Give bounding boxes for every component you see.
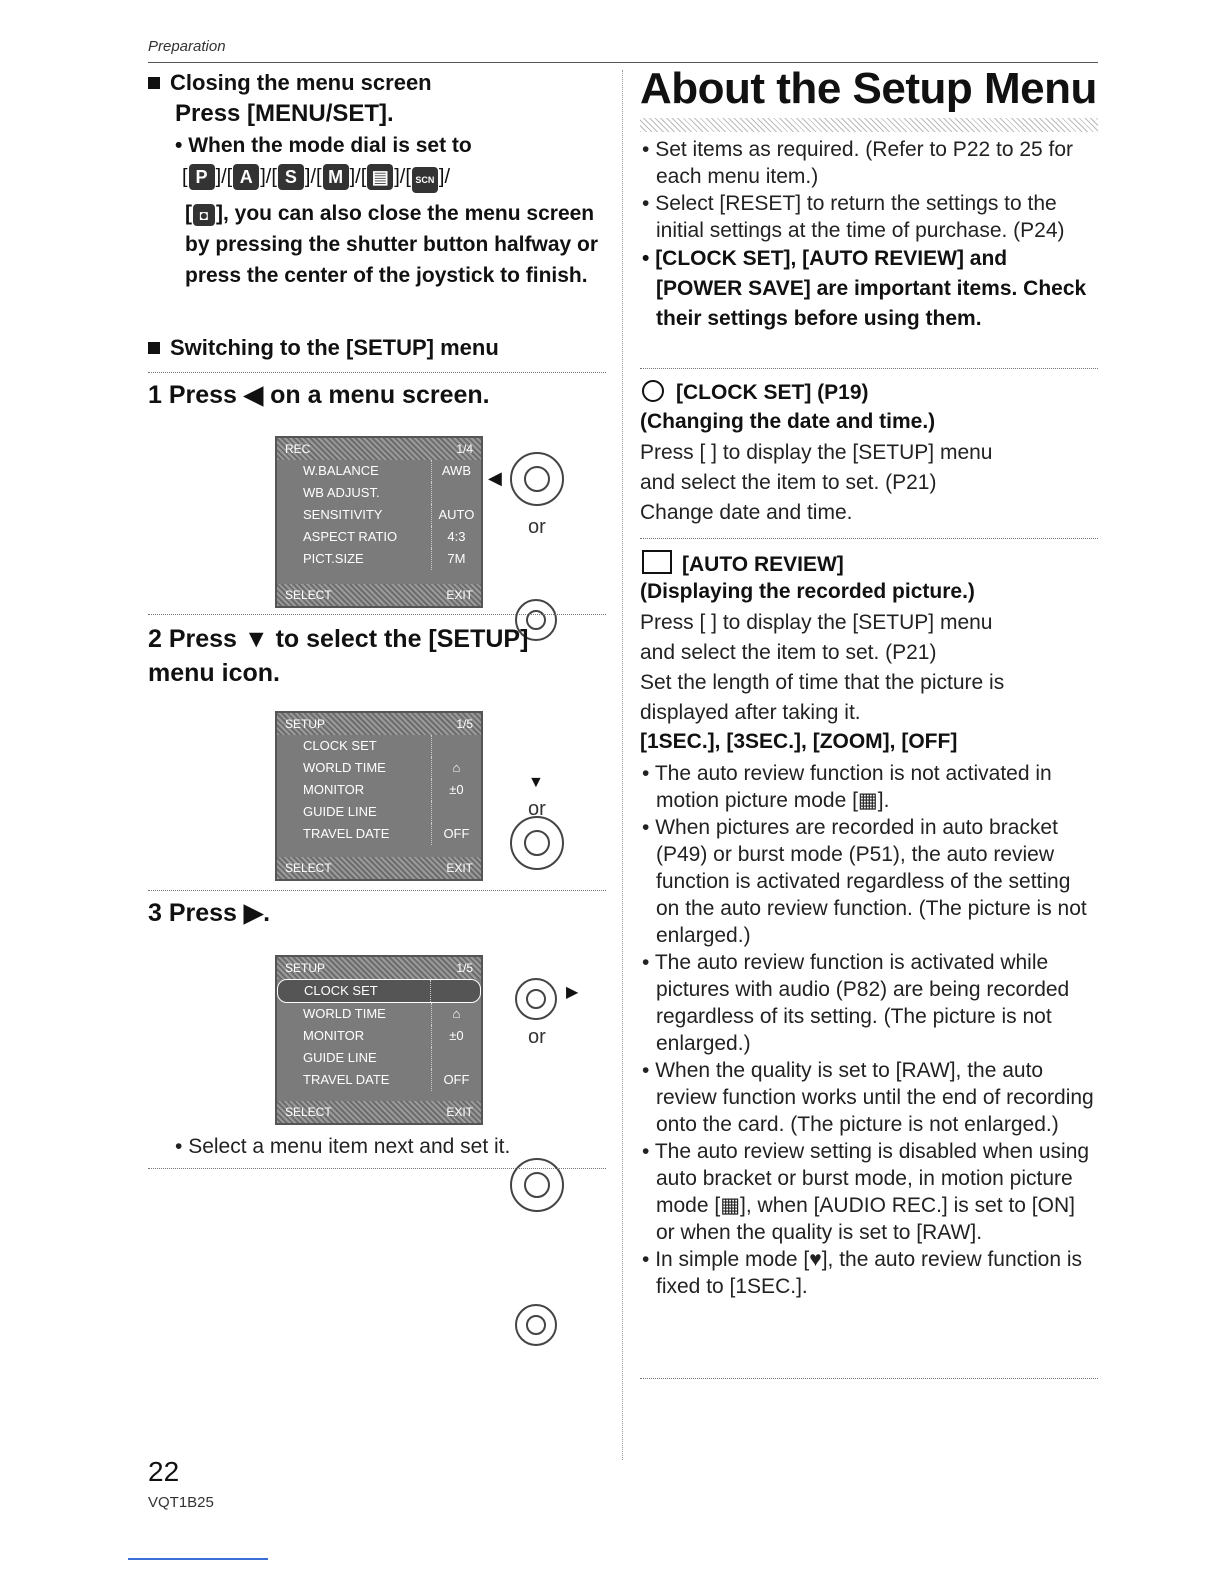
rule-4 [148,1168,606,1169]
rec-menu-screen [275,436,483,608]
step-3: 3 Press ▶. [148,899,271,927]
closing-heading: Closing the menu screen [148,70,432,96]
review-line4: displayed after taking it. [640,701,861,724]
setup-menu-screen-selected [275,955,483,1125]
rule-r2 [640,538,1098,539]
review-icon [642,550,672,574]
screen-title: REC [285,442,311,456]
mode-p-icon: P [189,164,215,190]
menu-row: WORLD TIME ⌂ [277,1003,481,1025]
menu-row-selected: CLOCK SET [277,979,481,1003]
review-options: [1SEC.], [3SEC.], [ZOOM], [OFF] [640,730,958,753]
cursor-dial-icon [510,816,564,870]
or-label: or [528,1026,546,1048]
document-code: VQT1B25 [148,1494,214,1511]
step-2: 2 Press ▼ to select the [SETUP] menu icon. [148,625,529,687]
joystick-icon [515,978,557,1020]
review-bullets [642,760,1098,1300]
mode-icons: [ P ]/[ A ]/[ S ]/[ M ]/[ ▤ ]/[ SCN ]/ [182,164,450,193]
screen-footer-select: SELECT [285,1105,332,1119]
review-bullet: • The auto review function is not activated in motion picture mode [▦]. [642,760,1098,814]
mode-motion-icon: ▤ [367,164,393,190]
intro-bullet: • Set items as required. (Refer to P22 to 25 for each menu item.) [642,136,1098,190]
mode-m-icon: M [323,164,349,190]
menu-row: PICT.SIZE 7M [277,548,481,570]
clock-line3: Change date and time. [640,501,853,524]
menu-row: MONITOR ±0 [277,779,481,801]
menu-row: ASPECT RATIO 4:3 [277,526,481,548]
screen-footer-select: SELECT [285,588,332,602]
important-bullet: • [CLOCK SET], [AUTO REVIEW] and [POWER SAVE] are important items. Check their settings before using them. [642,244,1098,334]
menu-row: GUIDE LINE [277,1047,481,1069]
mode-camera-icon: ◘ [193,204,215,226]
rule-r1 [640,368,1098,369]
review-line2: and select the item to set. (P21) [640,641,937,664]
screen-footer-exit: EXIT [446,861,473,875]
rule-3 [148,890,606,891]
switch-heading: Switching to the [SETUP] menu [148,335,499,361]
review-bullet: • When pictures are recorded in auto bracket (P49) or burst mode (P51), the auto review function is activated regardless of the setting on the auto review function. (The picture is not enlarged.) [642,814,1098,949]
intro-bullet: • Select [RESET] to return the settings to the initial settings at the time of purchase. (P24) [642,190,1098,244]
setup-menu-screen [275,711,483,881]
clock-line2: and select the item to set. (P21) [640,471,937,494]
review-line3: Set the length of time that the picture is [640,671,1005,694]
cursor-dial-icon [510,452,564,506]
rule-2 [148,614,606,615]
right-arrow-icon: ▶ [566,984,579,1001]
title-hatch [640,118,1098,132]
closing-bullet-start: • When the mode dial is set to [175,134,472,157]
menu-row: CLOCK SET [277,735,481,757]
left-arrow-icon: ◀ [488,468,502,488]
down-arrow-icon: ▼ [528,774,544,791]
mode-s-icon: S [278,164,304,190]
review-bullet: • The auto review function is activated while pictures with audio (P82) are being recorded regardless of its setting. (The picture is not enlarged.) [642,949,1098,1057]
review-line1: Press [ ] to display the [SETUP] menu [640,611,993,634]
step3-bullet: • Select a menu item next and set it. [175,1133,609,1160]
review-bullet: • In simple mode [♥], the auto review function is fixed to [1SEC.]. [642,1246,1098,1300]
screen-footer-exit: EXIT [446,588,473,602]
menu-row: WORLD TIME ⌂ [277,757,481,779]
closing-bullet-rest: [ ◘ ], you can also close the menu screen by pressing the shutter button halfway or press the center of the joystick to finish. [185,202,599,287]
clock-line1: Press [ ] to display the [SETUP] menu [640,441,993,464]
menu-row: SENSITIVITY AUTO [277,504,481,526]
screen-page: 1/5 [456,717,473,731]
screen-title: SETUP [285,961,326,975]
menu-row: WB ADJUST. [277,482,481,504]
rule-r3 [640,1378,1098,1379]
menu-row: GUIDE LINE [277,801,481,823]
closing-press: Press [MENU/SET]. [175,100,394,127]
screen-page: 1/5 [456,961,473,975]
clock-heading: [CLOCK SET] (P19) [642,380,869,405]
mode-a-icon: A [233,164,259,190]
column-divider [622,70,623,1460]
step-1: 1 Press ◀ on a menu screen. [148,381,490,409]
review-bullet: • The auto review setting is disabled when using auto bracket or burst mode, in motion picture mode [▦], when [AUDIO REC.] is set to [ON] or when the quality is set to [RAW]. [642,1138,1098,1246]
joystick-icon [515,1304,557,1346]
review-bullet: • When the quality is set to [RAW], the auto review function works until the end of recording onto the card. (The picture is not enlarged.) [642,1057,1098,1138]
screen-footer-select: SELECT [285,861,332,875]
or-label: or [528,516,546,538]
screen-footer-exit: EXIT [446,1105,473,1119]
menu-row: TRAVEL DATE OFF [277,823,481,845]
clock-sub: (Changing the date and time.) [640,410,936,433]
review-sub: (Displaying the recorded picture.) [640,580,975,603]
section-label: Preparation [148,38,226,55]
page-number: 22 [148,1456,180,1487]
footer-link-line [128,1558,268,1560]
screen-page: 1/4 [456,442,473,456]
rule-1 [148,372,606,373]
menu-row: MONITOR ±0 [277,1025,481,1047]
screen-title: SETUP [285,717,326,731]
header-rule [148,62,1098,63]
or-label: or [528,798,546,820]
page-title: About the Setup Menu [640,64,1097,113]
cursor-dial-icon [510,1158,564,1212]
clock-icon [642,380,664,402]
review-heading: [AUTO REVIEW] [642,550,844,577]
intro-bullets [642,136,1098,334]
menu-row: TRAVEL DATE OFF [277,1069,481,1091]
menu-row: W.BALANCE AWB [277,460,481,482]
mode-scn-icon: SCN [412,167,438,193]
